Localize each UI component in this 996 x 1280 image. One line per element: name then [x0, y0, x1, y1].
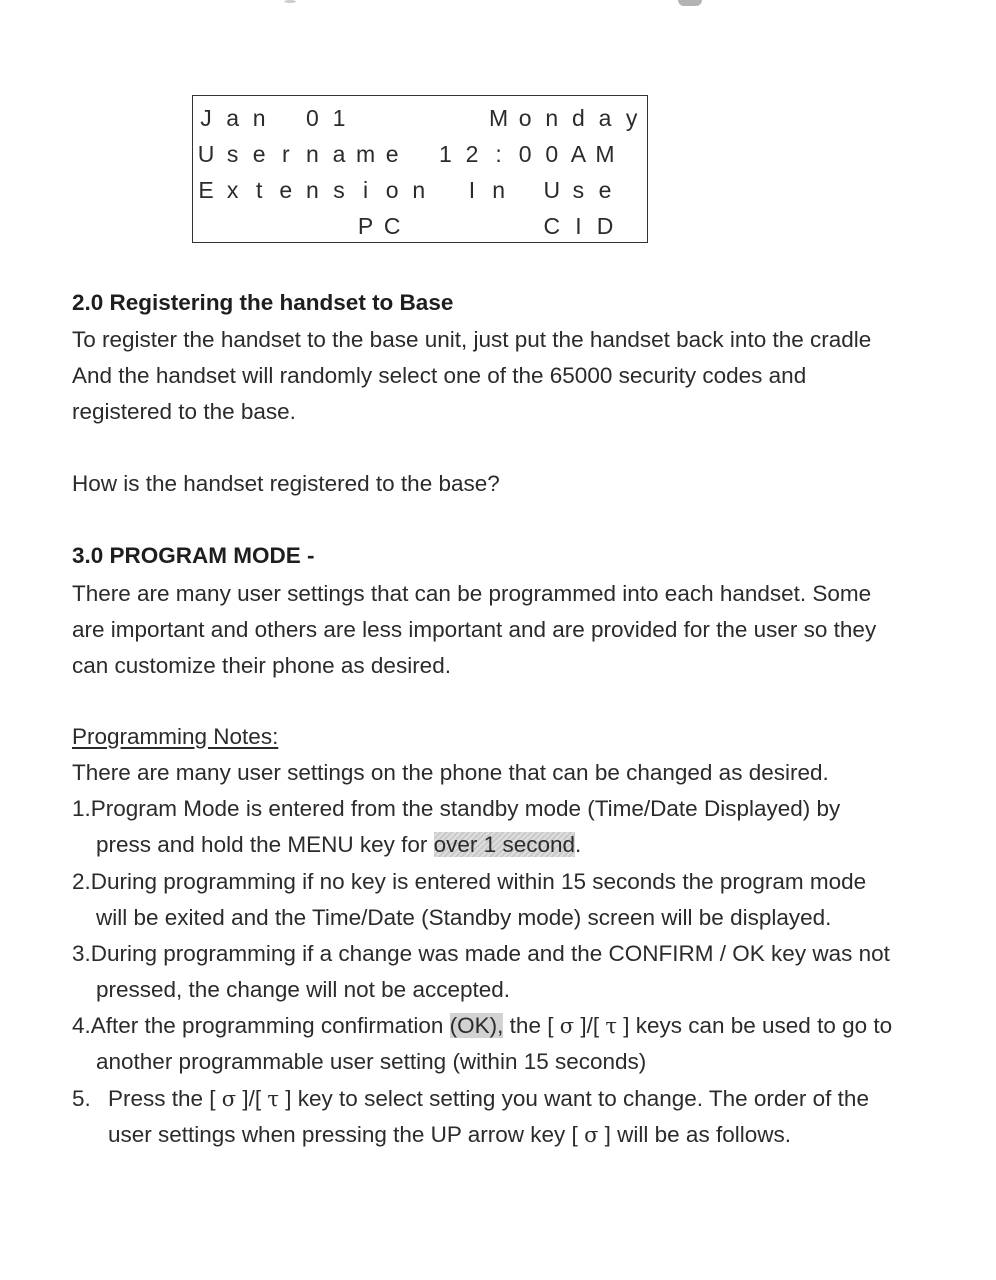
- lcd-character: m: [356, 141, 376, 167]
- programming-notes-intro: There are many user settings on the phone that can be changed as desired.: [72, 760, 829, 785]
- lcd-character: 0: [518, 141, 532, 167]
- list-item: [72, 1008, 892, 1044]
- lcd-character: i: [363, 177, 369, 203]
- section-2-body: [72, 322, 871, 430]
- lcd-character: a: [598, 105, 612, 131]
- body-line: can customize their phone as desired.: [72, 653, 451, 678]
- list-text: press and hold the MENU key for: [96, 832, 434, 857]
- list-text: Program Mode is entered from the standby mode (Time/Date Displayed) by: [90, 796, 841, 821]
- lcd-character: y: [625, 105, 638, 131]
- lcd-character: 1: [438, 141, 452, 167]
- up-arrow-symbol-icon: σ: [584, 1123, 599, 1147]
- lcd-character: o: [518, 105, 532, 131]
- list-text: ] will be as follows.: [598, 1122, 791, 1147]
- lcd-character: e: [252, 141, 266, 167]
- lcd-character: e: [598, 177, 612, 203]
- list-number: 2.: [72, 869, 91, 894]
- lcd-character: a: [226, 105, 239, 131]
- list-item-continuation: [96, 827, 581, 863]
- lcd-character: 2: [465, 141, 479, 167]
- lcd-character: o: [385, 177, 399, 203]
- lcd-character: :: [495, 141, 502, 167]
- list-number: 1.: [72, 796, 91, 821]
- list-number: 3.: [72, 941, 91, 966]
- lcd-character: D: [596, 213, 614, 239]
- list-item: [72, 864, 866, 900]
- lcd-character: C: [543, 213, 561, 239]
- list-text: .: [575, 832, 582, 857]
- lcd-character: d: [571, 105, 585, 131]
- body-line: To register the handset to the base unit, just put the handset back into the cradle: [72, 327, 872, 352]
- highlighted-text: (OK),: [449, 1013, 504, 1038]
- list-text: ] key to select setting you want to change. The order of the: [279, 1086, 869, 1111]
- body-line: are important and others are less important and are provided for the user so they: [72, 617, 877, 642]
- programming-notes-heading: Programming Notes:: [72, 724, 279, 749]
- lcd-character: n: [305, 177, 319, 203]
- lcd-character: C: [383, 213, 401, 239]
- lcd-character: P: [357, 213, 374, 239]
- scan-mark: [284, 0, 296, 3]
- lcd-character: 0: [305, 105, 319, 131]
- list-text: user settings when pressing the UP arrow key [: [108, 1122, 585, 1147]
- list-text: Press the [: [108, 1086, 222, 1111]
- list-text: ]/[: [236, 1086, 268, 1111]
- list-number: 4.: [72, 1013, 91, 1038]
- list-text: ] keys can be used to go to: [616, 1013, 893, 1038]
- lcd-character: s: [572, 177, 585, 203]
- body-line: There are many user settings that can be programmed into each handset. Some: [72, 581, 872, 606]
- list-item: [72, 1081, 869, 1117]
- lcd-character: n: [545, 105, 559, 131]
- lcd-character: s: [333, 177, 345, 203]
- down-arrow-symbol-icon: τ: [605, 1014, 617, 1038]
- lcd-character: U: [543, 177, 561, 203]
- lcd-character: n: [305, 141, 319, 167]
- section-2-heading: 2.0 Registering the handset to Base: [72, 290, 454, 315]
- lcd-character: e: [279, 177, 293, 203]
- list-number: 5.: [72, 1086, 91, 1111]
- down-arrow-symbol-icon: τ: [267, 1087, 280, 1111]
- lcd-character: E: [198, 177, 214, 203]
- lcd-character: M: [595, 141, 615, 167]
- lcd-character: t: [255, 177, 263, 203]
- lcd-character: A: [570, 141, 587, 167]
- list-text: During programming if a change was made and the CONFIRM / OK key was not: [90, 941, 890, 966]
- list-item: [72, 936, 890, 972]
- lcd-character: U: [197, 141, 215, 167]
- lcd-display-figure: [192, 95, 648, 243]
- highlighted-text: over 1 second: [433, 832, 575, 857]
- section-3-heading: 3.0 PROGRAM MODE -: [72, 543, 315, 568]
- lcd-character: n: [412, 177, 426, 203]
- lcd-character: M: [489, 105, 509, 131]
- lcd-character: I: [575, 213, 582, 239]
- lcd-character: e: [385, 141, 399, 167]
- lcd-character: s: [226, 141, 239, 167]
- lcd-character: J: [200, 105, 212, 131]
- list-item-continuation: [108, 1117, 791, 1153]
- lcd-character: 0: [545, 141, 559, 167]
- list-text: the [: [503, 1013, 560, 1038]
- scan-mark: [678, 0, 702, 6]
- section-3-body: [72, 576, 876, 684]
- list-text: After the programming confirmation: [90, 1013, 450, 1038]
- lcd-character: I: [468, 177, 476, 203]
- list-text: ]/[: [574, 1013, 606, 1038]
- body-line: And the handset will randomly select one of the 65000 security codes and: [72, 363, 807, 388]
- lcd-character: r: [281, 141, 290, 167]
- lcd-character: 1: [332, 105, 346, 131]
- up-arrow-symbol-icon: σ: [221, 1087, 237, 1111]
- list-item-continuation: pressed, the change will not be accepted.: [96, 977, 511, 1002]
- lcd-character: n: [492, 177, 505, 203]
- lcd-character: x: [226, 177, 239, 203]
- list-item: [72, 791, 840, 827]
- list-item-continuation: will be exited and the Time/Date (Standby mode) screen will be displayed.: [96, 905, 832, 930]
- section-2-question: How is the handset registered to the base?: [72, 471, 500, 496]
- up-arrow-symbol-icon: σ: [559, 1014, 575, 1038]
- list-text: During programming if no key is entered within 15 seconds the program mode: [90, 869, 867, 894]
- list-item-continuation: another programmable user setting (within 15 seconds): [96, 1049, 647, 1074]
- body-line: registered to the base.: [72, 399, 296, 424]
- lcd-character: a: [332, 141, 346, 167]
- lcd-character: n: [252, 105, 266, 131]
